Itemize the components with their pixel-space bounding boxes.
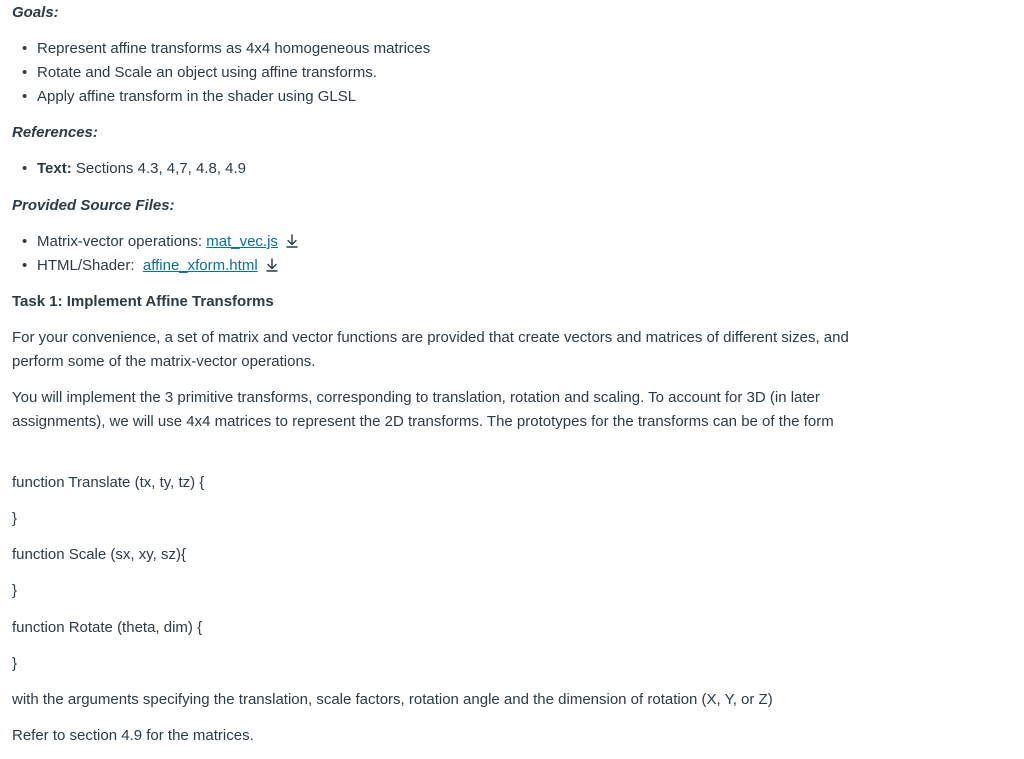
task1-paragraph-2: You will implement the 3 primitive transforms, corresponding to translation, rotation and scaling. To account for 3D (in later assignments), we will use 4x4 matrices to represent the 2D transforms. The prototypes for the transforms can be of the form [12,389,834,430]
references-list [22,157,246,181]
list-item: • HTML/Shader: affine_xform.html [22,254,300,278]
code-translate: function Translate (tx, ty, tz) { [12,474,205,491]
code-close-brace: } [12,582,18,599]
code-close-brace: } [12,655,18,672]
task1-paragraph-4: Refer to section 4.9 for the matrices. [12,727,254,744]
list-item: • Matrix-vector operations: mat_vec.js [22,230,300,254]
download-icon[interactable] [264,257,280,273]
source-files-list [22,230,300,278]
mat-vec-js-link[interactable]: mat_vec.js [206,233,278,250]
list-item: • Rotate and Scale an object using affine transforms. [22,64,377,81]
list-item: • Represent affine transforms as 4x4 homogeneous matrices [22,40,431,57]
reference-text: Sections 4.3, 4,7, 4.8, 4.9 [71,160,247,177]
affine-xform-html-link[interactable]: affine_xform.html [142,257,258,274]
code-scale: function Scale (sx, xy, sz){ [12,546,186,563]
goals-heading: Goals: [12,4,59,21]
file-label: HTML/Shader: [37,257,143,274]
references-heading: References: [12,124,98,141]
code-close-brace: } [12,510,18,527]
file-label: Matrix-vector operations: [37,233,207,250]
list-item: • Text: Sections 4.3, 4,7, 4.8, 4.9 [22,160,247,177]
task1-paragraph-3: with the arguments specifying the translation, scale factors, rotation angle and the dimension of rotation (X, Y, or Z) [12,691,773,708]
list-item: • Apply affine transform in the shader using GLSL [22,88,357,105]
download-icon[interactable] [284,233,300,249]
task1-paragraph-1: For your convenience, a set of matrix and vector functions are provided that create vectors and matrices of different sizes, and perform some of the matrix-vector operations. [12,329,849,370]
source-files-heading: Provided Source Files: [12,197,175,214]
task1-title: Task 1: Implement Affine Transforms [12,293,274,310]
code-rotate: function Rotate (theta, dim) { [12,619,203,636]
reference-label: Text: [37,160,72,177]
goals-list [22,37,430,109]
